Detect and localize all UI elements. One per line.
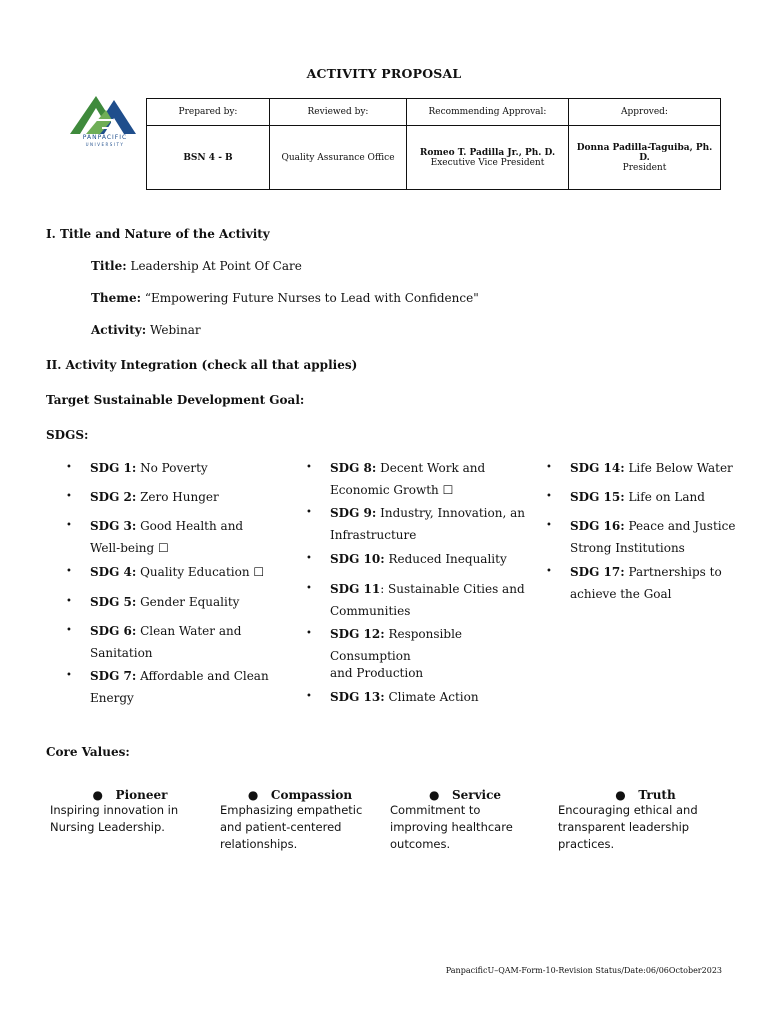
approved-cell <box>569 126 721 190</box>
form-revision-footer: PanpacificU–QAM-Form-10-Revision Status/Date:06/06October2023 <box>445 966 722 975</box>
core-value-service <box>390 788 540 853</box>
sdg-item: • SDG 8: Decent Work and Economic Growth ☐ <box>306 457 510 501</box>
activity-title-line: Title: Leadership At Point Of Care <box>91 259 302 273</box>
checkbox-icon[interactable]: ☐ <box>158 541 169 555</box>
sdg-item: • SDG 16: Peace and Justice Strong Institutions <box>546 515 742 559</box>
reviewed-by-value: Quality Assurance Office <box>270 126 407 190</box>
core-value-title: ● Pioneer <box>92 788 168 802</box>
core-value-title: ● Service <box>428 788 502 802</box>
sdg-item: • SDG 15: Life on Land <box>546 486 768 508</box>
sdg-item: • SDG 7: Affordable and Clean Energy <box>66 665 280 709</box>
sdg-item: • SDG 10: Reduced Inequality <box>306 548 530 570</box>
sdg-item: • SDG 5: Gender Equality <box>66 591 290 613</box>
sdgs-heading: SDGS: <box>46 428 89 442</box>
activity-type-line: Activity: Webinar <box>91 323 201 337</box>
recommending-approval-cell <box>407 126 569 190</box>
approval-table <box>146 98 721 190</box>
sdg-item: • SDG 14: Life Below Water <box>546 457 768 479</box>
sdg-item: • SDG 6: Clean Water and Sanitation <box>66 620 260 664</box>
section-2-heading: II. Activity Integration (check all that applies) <box>46 358 358 372</box>
sdg-item: • SDG 3: Good Health and Well-being ☐ <box>66 515 260 559</box>
core-value-title: ● Truth <box>615 788 676 802</box>
core-value-truth <box>558 788 733 853</box>
prepared-by-value: BSN 4 - B <box>147 126 270 190</box>
sdg-item: • SDG 13: Climate Action <box>306 686 530 708</box>
target-sdg-heading: Target Sustainable Development Goal: <box>46 393 305 407</box>
approved-name: Donna Padilla-Taguiba, Ph. D. <box>576 142 713 163</box>
sdg-item: • SDG 1: No Poverty <box>66 457 290 479</box>
core-value-title: ● Compassion <box>247 788 353 802</box>
sdg-item: • SDG 4: Quality Education ☐ <box>66 561 290 583</box>
header-recommending-approval: Recommending Approval: <box>407 99 569 126</box>
sdg-item: • SDG 11: Sustainable Cities and Communities <box>306 578 535 622</box>
sdg-item: • SDG 12: Responsible Consumption <box>306 623 470 667</box>
recommending-title: Executive Vice President <box>430 157 545 168</box>
sdg-item: • SDG 17: Partnerships to achieve the Goal <box>546 561 730 605</box>
section-1-heading: I. Title and Nature of the Activity <box>46 227 270 241</box>
sdg-item: • SDG 2: Zero Hunger <box>66 486 290 508</box>
activity-theme-line: Theme: “Empowering Future Nurses to Lead with Confidence" <box>91 291 479 305</box>
header-reviewed-by: Reviewed by: <box>270 99 407 126</box>
core-value-compassion <box>220 788 380 853</box>
core-value-pioneer <box>50 788 210 836</box>
sdg-item-continuation: and Production <box>330 666 424 680</box>
core-value-description: Commitment to improving healthcare outcomes. <box>390 803 513 851</box>
recommending-name: Romeo T. Padilla Jr., Ph. D. <box>419 147 556 158</box>
core-value-description: Inspiring innovation in Nursing Leadership. <box>50 803 179 834</box>
approved-title: President <box>622 162 667 173</box>
core-value-description: Encouraging ethical and transparent leadership practices. <box>558 803 698 851</box>
header-prepared-by: Prepared by: <box>147 99 270 126</box>
logo-wordmark: PANPACIFIC UNIVERSITY <box>82 134 128 147</box>
core-values-heading: Core Values: <box>46 745 130 759</box>
header-approved: Approved: <box>569 99 721 126</box>
sdg-item: • SDG 9: Industry, Innovation, an Infrastructure <box>306 502 530 546</box>
checkbox-icon[interactable]: ☐ <box>253 565 265 579</box>
core-value-description: Emphasizing empathetic and patient-centered relationships. <box>220 803 363 851</box>
document-title: ACTIVITY PROPOSAL <box>306 66 462 81</box>
checkbox-icon[interactable]: ☐ <box>442 483 454 497</box>
